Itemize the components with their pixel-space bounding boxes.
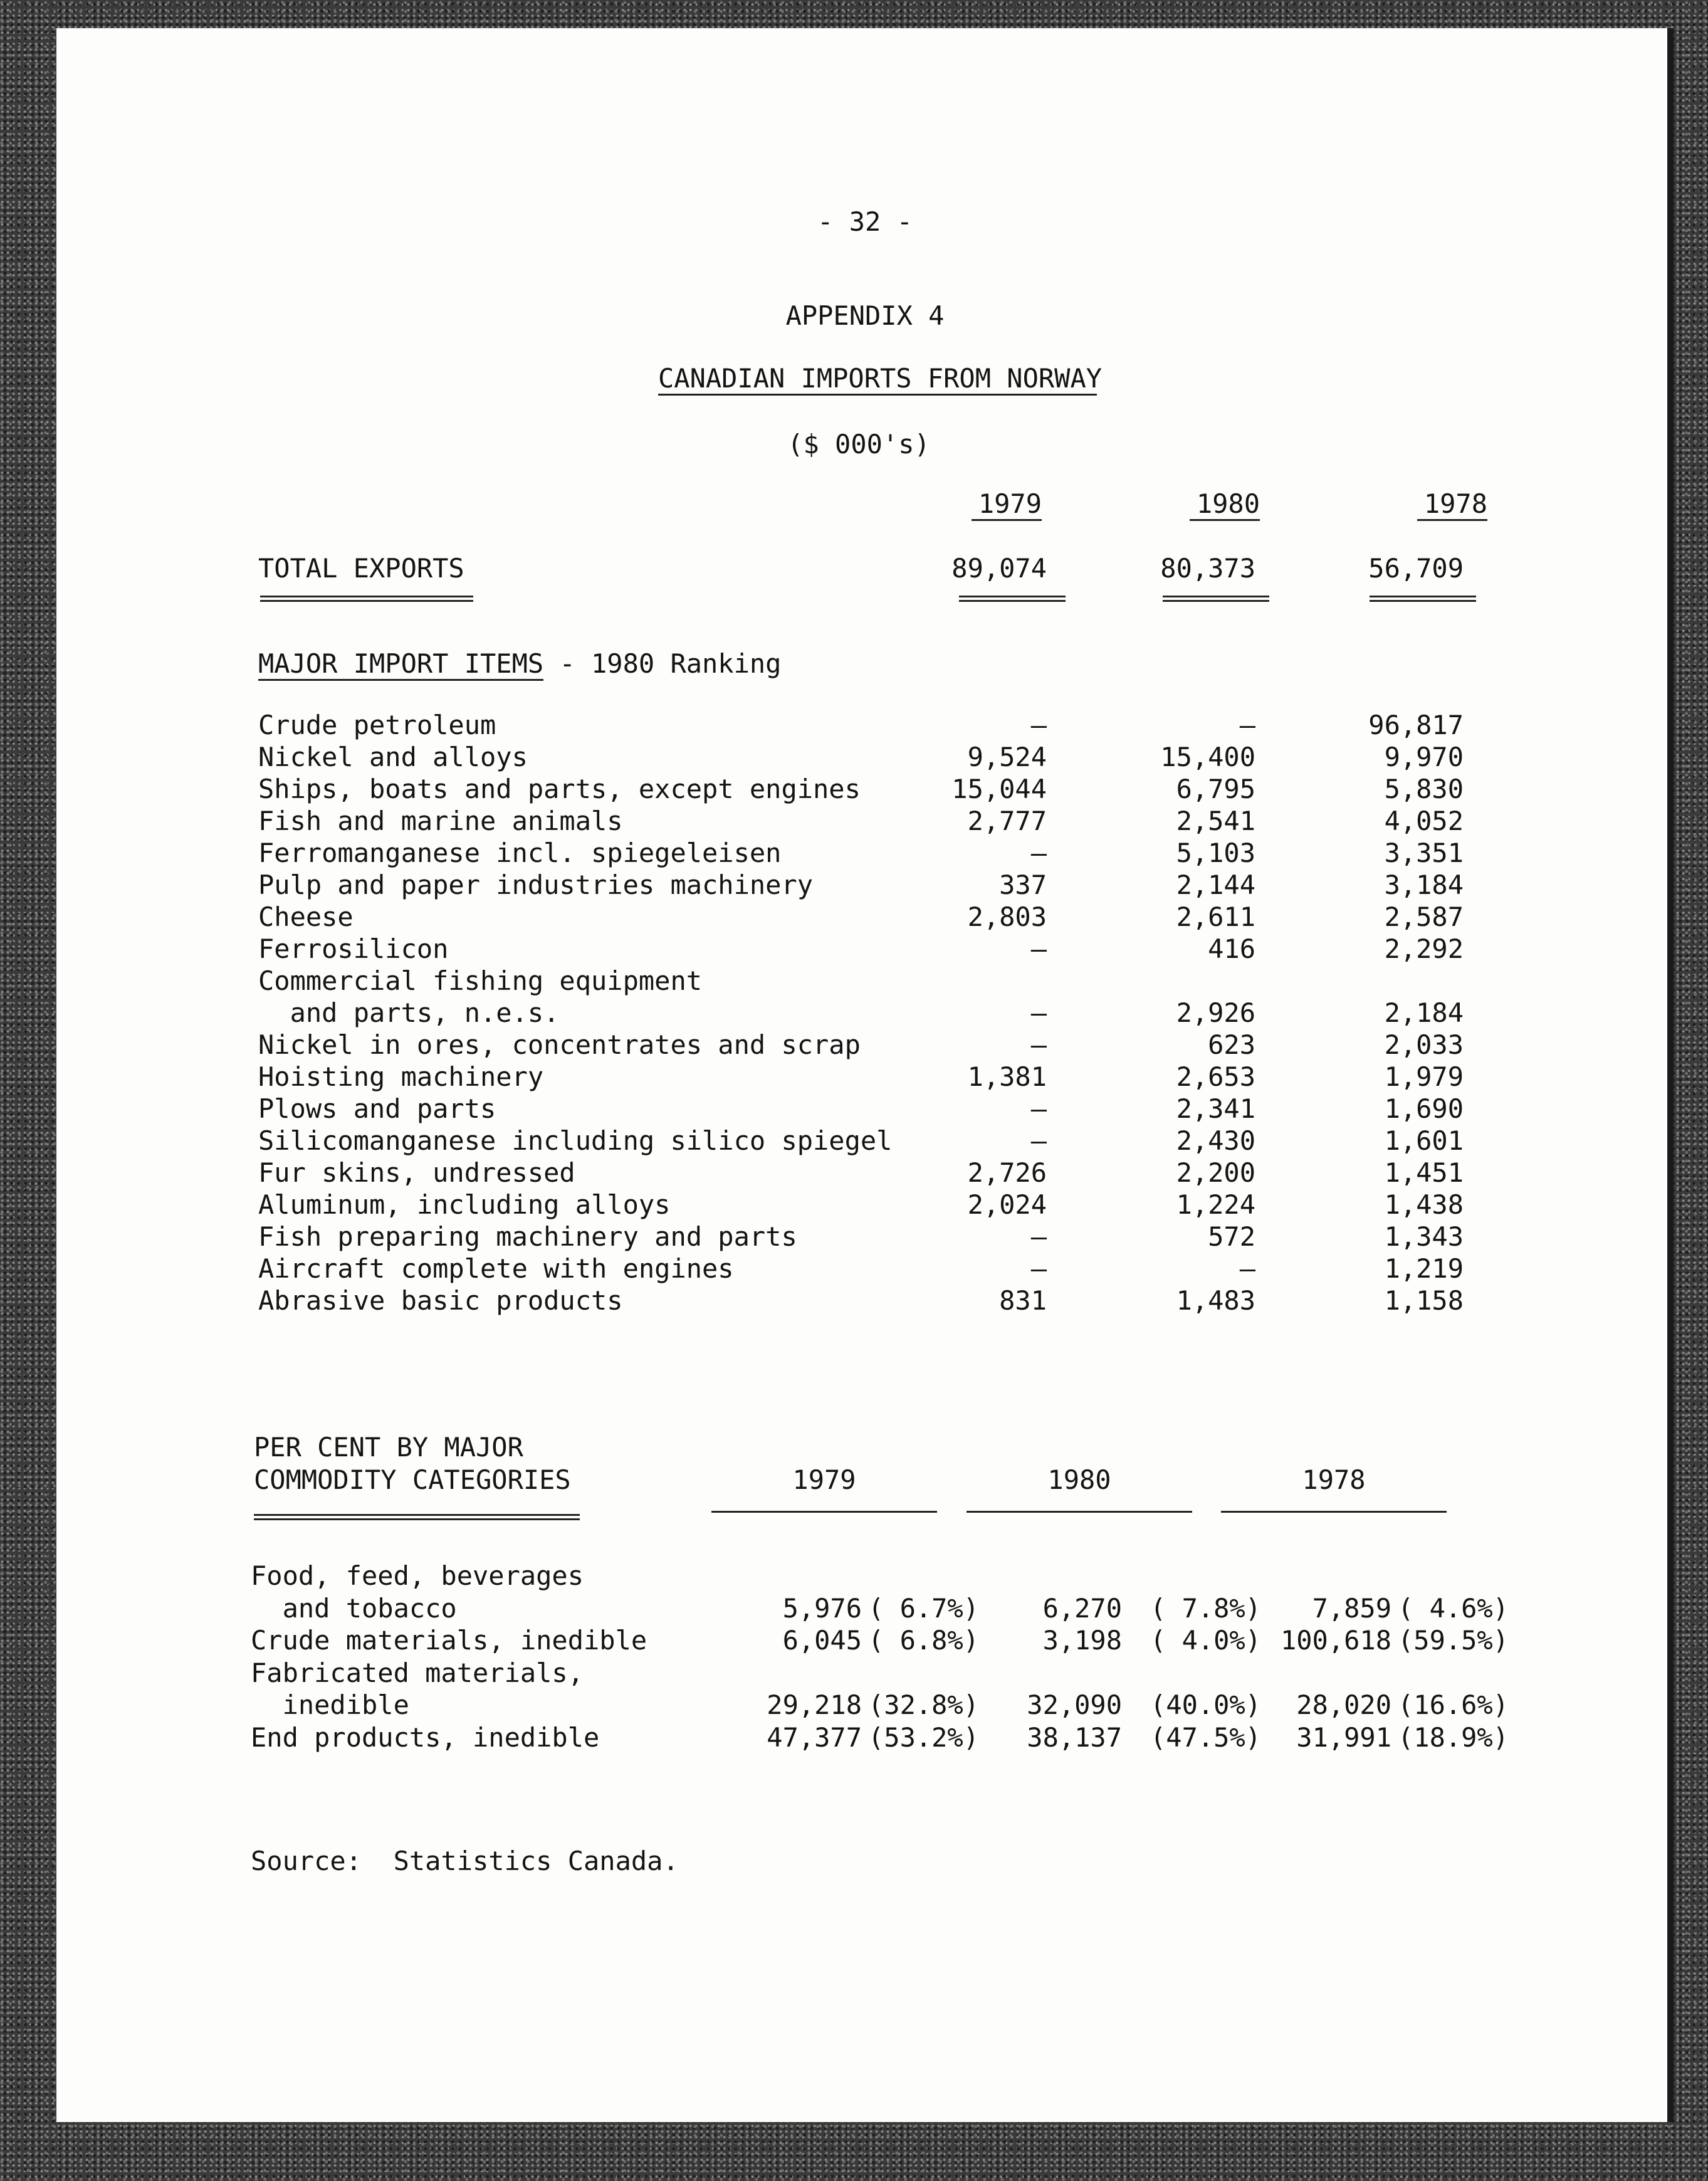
percent-heading-line-2: COMMODITY CATEGORIES bbox=[254, 1464, 571, 1495]
category-label: and tobacco bbox=[251, 1592, 457, 1624]
item-label: Cheese bbox=[258, 901, 354, 932]
item-label: Ships, boats and parts, except engines bbox=[258, 774, 861, 804]
item-value-1980: 2,611 bbox=[1176, 901, 1255, 932]
item-value-1978: 3,351 bbox=[1384, 838, 1464, 868]
item-value-1980: 2,541 bbox=[1176, 806, 1255, 836]
category-value-1979: 47,377 bbox=[767, 1721, 862, 1753]
item-value-1979: 2,803 bbox=[967, 901, 1047, 932]
item-value-1978: 2,033 bbox=[1384, 1029, 1464, 1060]
item-value-1979: 9,524 bbox=[967, 742, 1047, 772]
source-note: Source: Statistics Canada. bbox=[251, 1846, 679, 1876]
item-value-1978: 1,158 bbox=[1384, 1285, 1464, 1316]
category-percent-1979: (53.2%) bbox=[868, 1721, 980, 1753]
year-header-1980: 1980 bbox=[1190, 489, 1260, 521]
item-label: Fish and marine animals bbox=[258, 806, 623, 836]
total-exports-label: TOTAL EXPORTS bbox=[258, 553, 464, 584]
category-label: End products, inedible bbox=[251, 1721, 600, 1753]
item-value-1978: 1,219 bbox=[1384, 1253, 1464, 1284]
item-label: and parts, n.e.s. bbox=[258, 997, 560, 1028]
category-percent-1980: ( 4.0%) bbox=[1150, 1625, 1262, 1656]
item-label: Commercial fishing equipment bbox=[258, 965, 703, 996]
major-items-heading bbox=[258, 649, 781, 679]
item-value-1979: 337 bbox=[999, 870, 1047, 900]
category-value-1979: 5,976 bbox=[782, 1592, 862, 1624]
category-percent-1980: (40.0%) bbox=[1150, 1690, 1262, 1720]
item-value-1980: 623 bbox=[1208, 1029, 1255, 1060]
category-percent-1980: (47.5%) bbox=[1150, 1721, 1262, 1753]
category-year-header-1979: 1979 bbox=[792, 1464, 856, 1495]
item-value-1978: 1,601 bbox=[1384, 1125, 1464, 1156]
item-value-1978: 1,979 bbox=[1384, 1061, 1464, 1092]
total-1978: 56,709 bbox=[1368, 553, 1464, 584]
item-value-1979: 2,024 bbox=[967, 1189, 1047, 1220]
item-value-1980: 2,144 bbox=[1176, 870, 1255, 900]
percent-heading-line-1: PER CENT BY MAJOR bbox=[254, 1432, 523, 1463]
item-label: Ferromanganese incl. spiegeleisen bbox=[258, 838, 782, 868]
item-value-1980: — bbox=[1239, 1253, 1255, 1284]
item-value-1978: 1,451 bbox=[1384, 1157, 1464, 1188]
category-value-1980: 32,090 bbox=[1027, 1690, 1122, 1720]
item-label: Fish preparing machinery and parts bbox=[258, 1221, 797, 1252]
item-label: Silicomanganese including silico spiegel bbox=[258, 1125, 893, 1156]
category-value-1978: 28,020 bbox=[1296, 1690, 1391, 1720]
page-title: CANADIAN IMPORTS FROM NORWAY bbox=[658, 364, 1097, 396]
item-label: Crude petroleum bbox=[258, 710, 496, 740]
page-number: - 32 - bbox=[817, 206, 913, 237]
item-value-1979: — bbox=[1030, 1029, 1047, 1060]
category-percent-1979: ( 6.7%) bbox=[868, 1592, 980, 1624]
item-value-1979: 831 bbox=[999, 1285, 1047, 1316]
item-label: Ferrosilicon bbox=[258, 933, 449, 964]
item-value-1979: — bbox=[1030, 710, 1047, 740]
appendix-label: APPENDIX 4 bbox=[785, 300, 945, 331]
item-value-1978: 1,343 bbox=[1384, 1221, 1464, 1252]
category-percent-1978: ( 4.6%) bbox=[1398, 1592, 1509, 1624]
category-year-header-1978: 1978 bbox=[1302, 1464, 1366, 1495]
item-label: Hoisting machinery bbox=[258, 1061, 544, 1092]
item-value-1978: 2,587 bbox=[1384, 901, 1464, 932]
total-1979: 89,074 bbox=[951, 553, 1047, 584]
major-items-heading-label: MAJOR IMPORT ITEMS bbox=[258, 648, 543, 681]
item-value-1979: 2,777 bbox=[967, 806, 1047, 836]
category-value-1980: 38,137 bbox=[1027, 1721, 1122, 1753]
header-rule bbox=[967, 1511, 1192, 1513]
double-rule bbox=[260, 596, 473, 602]
item-value-1979: — bbox=[1030, 838, 1047, 868]
year-header-1978: 1978 bbox=[1417, 489, 1487, 521]
category-label: inedible bbox=[251, 1690, 409, 1720]
item-value-1979: 15,044 bbox=[951, 774, 1047, 804]
header-rule bbox=[1221, 1511, 1447, 1513]
item-label: Pulp and paper industries machinery bbox=[258, 870, 814, 900]
item-value-1978: 2,292 bbox=[1384, 933, 1464, 964]
item-value-1980: 2,200 bbox=[1176, 1157, 1255, 1188]
category-label: Fabricated materials, bbox=[251, 1657, 584, 1688]
item-value-1980: 5,103 bbox=[1176, 838, 1255, 868]
item-label: Abrasive basic products bbox=[258, 1285, 623, 1316]
item-label: Nickel in ores, concentrates and scrap bbox=[258, 1029, 861, 1060]
item-value-1978: 9,970 bbox=[1384, 742, 1464, 772]
category-percent-1979: (32.8%) bbox=[868, 1690, 980, 1720]
category-value-1979: 29,218 bbox=[767, 1690, 862, 1720]
category-label: Food, feed, beverages bbox=[251, 1560, 584, 1591]
item-label: Aircraft complete with engines bbox=[258, 1253, 734, 1284]
item-value-1978: 96,817 bbox=[1368, 710, 1464, 740]
item-label: Fur skins, undressed bbox=[258, 1157, 575, 1188]
item-value-1978: 4,052 bbox=[1384, 806, 1464, 836]
item-value-1978: 1,438 bbox=[1384, 1189, 1464, 1220]
major-items-heading-suffix: - 1980 Ranking bbox=[543, 648, 782, 679]
item-value-1978: 3,184 bbox=[1384, 870, 1464, 900]
category-percent-1978: (59.5%) bbox=[1398, 1625, 1509, 1656]
item-label: Aluminum, including alloys bbox=[258, 1189, 671, 1220]
item-value-1979: 1,381 bbox=[967, 1061, 1047, 1092]
category-value-1978: 100,618 bbox=[1280, 1625, 1391, 1656]
item-label: Nickel and alloys bbox=[258, 742, 528, 772]
category-value-1979: 6,045 bbox=[782, 1625, 862, 1656]
item-value-1978: 1,690 bbox=[1384, 1093, 1464, 1124]
category-value-1980: 6,270 bbox=[1042, 1592, 1122, 1624]
item-value-1980: 1,224 bbox=[1176, 1189, 1255, 1220]
total-1980: 80,373 bbox=[1160, 553, 1255, 584]
year-header-1979: 1979 bbox=[972, 489, 1042, 521]
item-value-1980: 2,653 bbox=[1176, 1061, 1255, 1092]
double-rule bbox=[1163, 596, 1269, 602]
item-value-1980: 6,795 bbox=[1176, 774, 1255, 804]
item-value-1979: — bbox=[1030, 933, 1047, 964]
item-value-1979: — bbox=[1030, 1221, 1047, 1252]
category-percent-1980: ( 7.8%) bbox=[1150, 1592, 1262, 1624]
category-label: Crude materials, inedible bbox=[251, 1625, 647, 1656]
item-value-1980: 416 bbox=[1208, 933, 1255, 964]
double-rule bbox=[959, 596, 1066, 602]
item-label: Plows and parts bbox=[258, 1093, 496, 1124]
item-value-1978: 5,830 bbox=[1384, 774, 1464, 804]
item-value-1979: — bbox=[1030, 1253, 1047, 1284]
item-value-1979: — bbox=[1030, 1125, 1047, 1156]
double-rule bbox=[254, 1514, 580, 1520]
item-value-1980: 2,926 bbox=[1176, 997, 1255, 1028]
item-value-1979: 2,726 bbox=[967, 1157, 1047, 1188]
category-percent-1978: (18.9%) bbox=[1398, 1721, 1509, 1753]
item-value-1980: 2,430 bbox=[1176, 1125, 1255, 1156]
category-year-header-1980: 1980 bbox=[1047, 1464, 1111, 1495]
item-value-1980: 1,483 bbox=[1176, 1285, 1255, 1316]
header-rule bbox=[711, 1511, 937, 1513]
item-value-1979: — bbox=[1030, 1093, 1047, 1124]
double-rule bbox=[1370, 596, 1476, 602]
category-percent-1979: ( 6.8%) bbox=[868, 1625, 980, 1656]
item-value-1980: 15,400 bbox=[1160, 742, 1255, 772]
document-page bbox=[56, 28, 1674, 2122]
category-value-1978: 7,859 bbox=[1312, 1592, 1391, 1624]
item-value-1980: 2,341 bbox=[1176, 1093, 1255, 1124]
category-value-1978: 31,991 bbox=[1296, 1721, 1391, 1753]
units-label: ($ 000's) bbox=[787, 429, 930, 460]
item-value-1979: — bbox=[1030, 997, 1047, 1028]
item-value-1980: 572 bbox=[1208, 1221, 1255, 1252]
category-value-1980: 3,198 bbox=[1042, 1625, 1122, 1656]
category-percent-1978: (16.6%) bbox=[1398, 1690, 1509, 1720]
item-value-1978: 2,184 bbox=[1384, 997, 1464, 1028]
item-value-1980: — bbox=[1239, 710, 1255, 740]
